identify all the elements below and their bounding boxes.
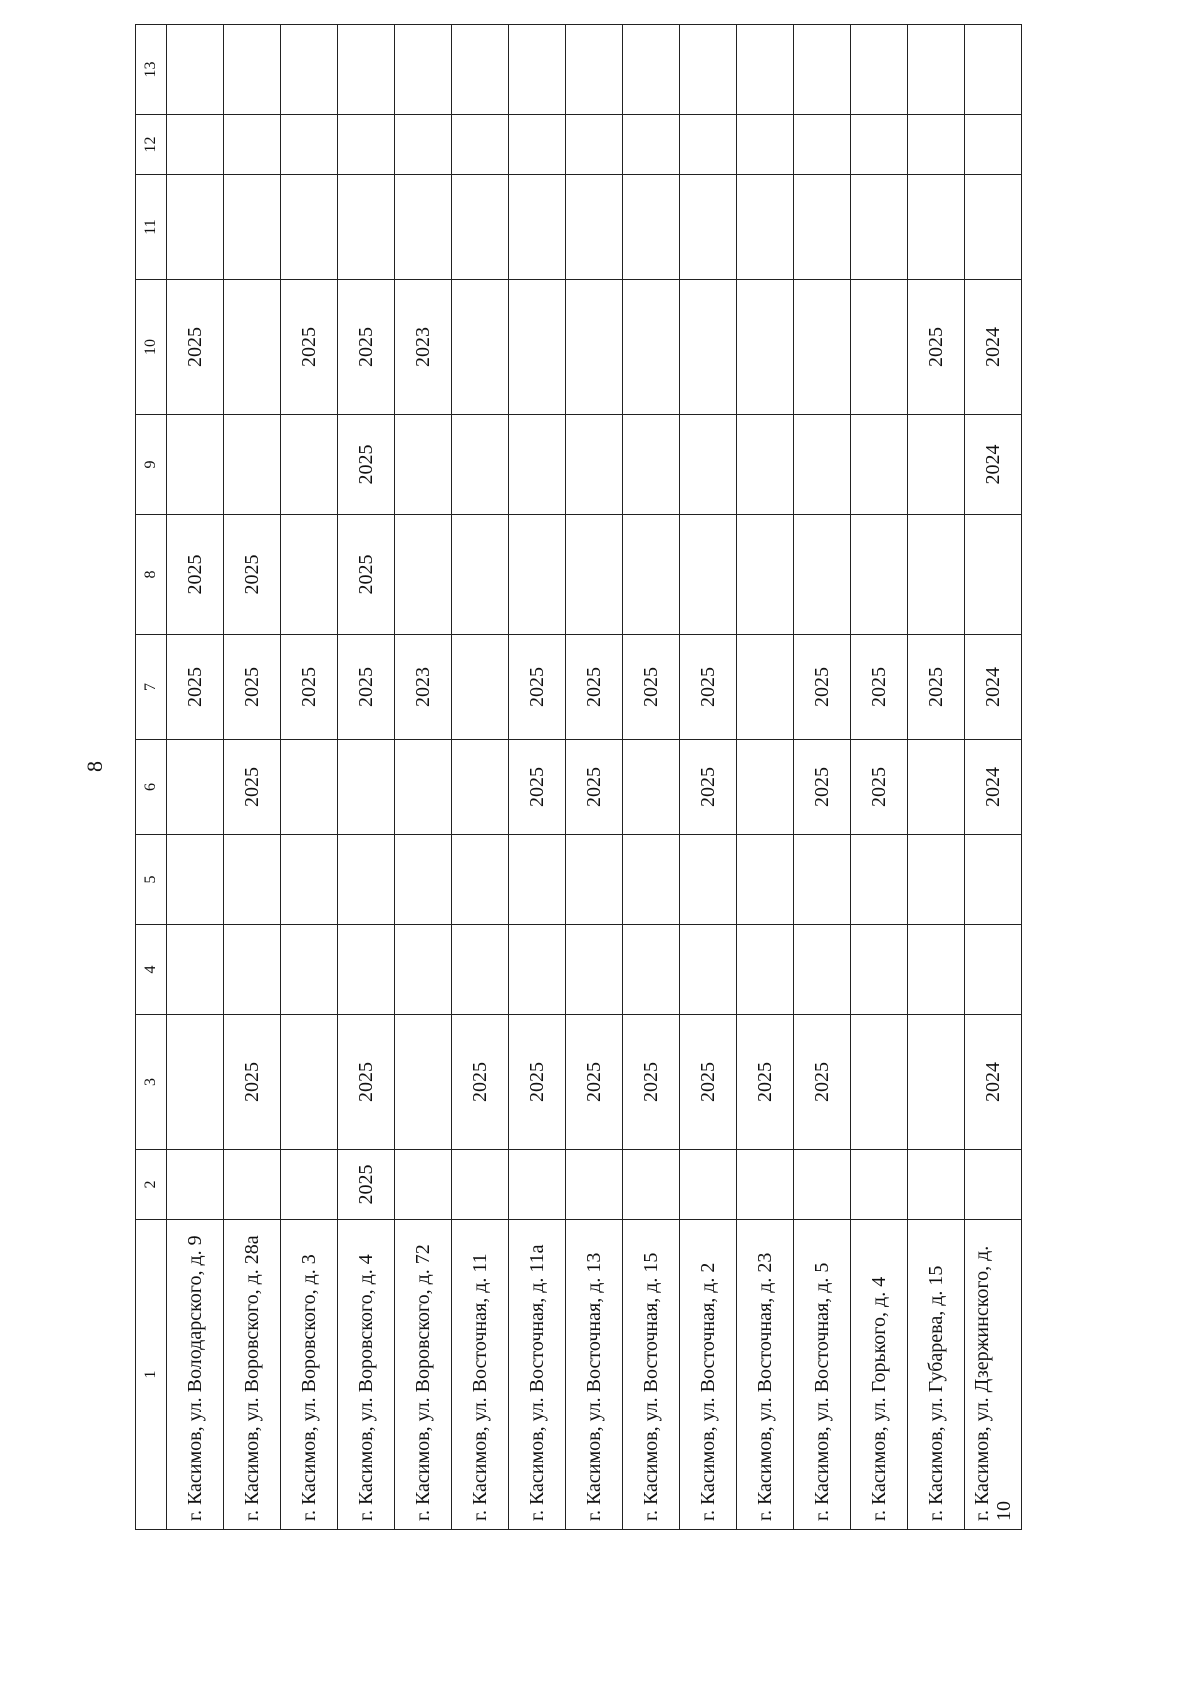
year-cell	[281, 740, 338, 835]
year-cell	[908, 1150, 965, 1220]
year-cell	[851, 25, 908, 115]
year-cell	[566, 280, 623, 415]
year-cell	[794, 835, 851, 925]
year-cell	[452, 1150, 509, 1220]
address-cell: г. Касимов, ул. Володарского, д. 9	[167, 1220, 224, 1530]
year-cell: 2025	[794, 1015, 851, 1150]
year-cell	[224, 835, 281, 925]
year-cell	[623, 515, 680, 635]
year-cell	[395, 740, 452, 835]
year-cell	[566, 925, 623, 1015]
year-cell: 2025	[680, 1015, 737, 1150]
year-cell: 2025	[908, 635, 965, 740]
year-cell	[680, 25, 737, 115]
year-cell: 2024	[965, 415, 1022, 515]
year-cell	[167, 740, 224, 835]
table-row	[908, 25, 965, 1530]
year-cell	[452, 835, 509, 925]
page-number: 8	[82, 761, 107, 772]
year-cell	[452, 515, 509, 635]
year-cell	[224, 925, 281, 1015]
year-cell	[737, 175, 794, 280]
year-cell: 2025	[338, 635, 395, 740]
year-cell	[680, 515, 737, 635]
year-cell	[965, 175, 1022, 280]
year-cell: 2025	[908, 280, 965, 415]
rotated-table-wrapper	[135, 61, 1047, 1530]
table-row	[167, 25, 224, 1530]
year-cell	[680, 115, 737, 175]
year-cell	[737, 280, 794, 415]
year-cell	[794, 25, 851, 115]
year-cell	[509, 415, 566, 515]
year-cell	[395, 925, 452, 1015]
year-cell: 2025	[224, 1015, 281, 1150]
column-number-11: 11	[136, 175, 167, 280]
table-row	[395, 25, 452, 1530]
year-cell: 2025	[509, 1015, 566, 1150]
year-cell: 2025	[338, 515, 395, 635]
table-row	[851, 25, 908, 1530]
address-cell: г. Касимов, ул. Восточная, д. 2	[680, 1220, 737, 1530]
schedule-table	[135, 24, 1022, 1530]
year-cell	[395, 515, 452, 635]
table-row	[224, 25, 281, 1530]
year-cell	[281, 1015, 338, 1150]
address-cell: г. Касимов, ул. Восточная, д. 11	[452, 1220, 509, 1530]
year-cell	[623, 835, 680, 925]
year-cell: 2025	[224, 635, 281, 740]
year-cell: 2025	[224, 740, 281, 835]
year-cell	[395, 1015, 452, 1150]
address-cell: г. Касимов, ул. Дзержинского, д. 10	[965, 1220, 1022, 1530]
year-cell	[338, 740, 395, 835]
year-cell	[965, 515, 1022, 635]
column-number-5: 5	[136, 835, 167, 925]
year-cell	[623, 280, 680, 415]
year-cell	[908, 1015, 965, 1150]
year-cell: 2025	[338, 415, 395, 515]
year-cell	[167, 1015, 224, 1150]
column-number-6: 6	[136, 740, 167, 835]
table-row	[452, 25, 509, 1530]
year-cell	[395, 835, 452, 925]
year-cell: 2025	[623, 1015, 680, 1150]
year-cell	[395, 415, 452, 515]
year-cell	[623, 175, 680, 280]
year-cell	[965, 25, 1022, 115]
year-cell	[224, 415, 281, 515]
year-cell	[851, 415, 908, 515]
year-cell: 2025	[167, 515, 224, 635]
year-cell	[281, 1150, 338, 1220]
year-cell	[566, 415, 623, 515]
year-cell	[281, 175, 338, 280]
year-cell	[680, 925, 737, 1015]
year-cell	[509, 925, 566, 1015]
year-cell: 2025	[167, 280, 224, 415]
year-cell	[794, 415, 851, 515]
year-cell	[737, 635, 794, 740]
year-cell: 2025	[851, 740, 908, 835]
year-cell	[566, 175, 623, 280]
year-cell	[851, 280, 908, 415]
year-cell	[224, 280, 281, 415]
year-cell: 2025	[224, 515, 281, 635]
year-cell	[908, 175, 965, 280]
year-cell	[794, 1150, 851, 1220]
year-cell	[908, 740, 965, 835]
year-cell	[851, 115, 908, 175]
column-number-8: 8	[136, 515, 167, 635]
address-cell: г. Касимов, ул. Восточная, д. 5	[794, 1220, 851, 1530]
year-cell	[680, 1150, 737, 1220]
year-cell	[965, 925, 1022, 1015]
year-cell	[167, 1150, 224, 1220]
year-cell	[167, 415, 224, 515]
year-cell	[224, 1150, 281, 1220]
year-cell	[167, 175, 224, 280]
year-cell: 2025	[338, 1015, 395, 1150]
year-cell	[566, 1150, 623, 1220]
year-cell	[908, 25, 965, 115]
table-row	[680, 25, 737, 1530]
column-number-3: 3	[136, 1015, 167, 1150]
year-cell: 2025	[509, 740, 566, 835]
year-cell	[566, 515, 623, 635]
year-cell	[965, 115, 1022, 175]
year-cell	[851, 515, 908, 635]
year-cell: 2025	[452, 1015, 509, 1150]
table-header-row	[136, 25, 167, 1530]
table-row	[509, 25, 566, 1530]
year-cell: 2023	[395, 280, 452, 415]
year-cell	[452, 25, 509, 115]
table-row	[737, 25, 794, 1530]
column-number-4: 4	[136, 925, 167, 1015]
year-cell: 2024	[965, 635, 1022, 740]
address-cell: г. Касимов, ул. Горького, д. 4	[851, 1220, 908, 1530]
year-cell: 2025	[566, 1015, 623, 1150]
year-cell	[908, 115, 965, 175]
address-cell: г. Касимов, ул. Воровского, д. 72	[395, 1220, 452, 1530]
year-cell	[224, 115, 281, 175]
year-cell: 2025	[737, 1015, 794, 1150]
year-cell	[851, 1150, 908, 1220]
year-cell	[566, 25, 623, 115]
year-cell	[452, 280, 509, 415]
year-cell	[680, 175, 737, 280]
year-cell	[680, 280, 737, 415]
column-number-10: 10	[136, 280, 167, 415]
year-cell	[338, 835, 395, 925]
year-cell	[509, 835, 566, 925]
column-number-1: 1	[136, 1220, 167, 1530]
year-cell	[794, 280, 851, 415]
year-cell	[395, 115, 452, 175]
year-cell	[851, 835, 908, 925]
address-cell: г. Касимов, ул. Восточная, д. 11а	[509, 1220, 566, 1530]
address-cell: г. Касимов, ул. Губарева, д. 15	[908, 1220, 965, 1530]
year-cell	[566, 835, 623, 925]
table-row	[623, 25, 680, 1530]
year-cell	[737, 925, 794, 1015]
year-cell	[794, 115, 851, 175]
year-cell	[623, 25, 680, 115]
year-cell	[338, 115, 395, 175]
year-cell	[737, 25, 794, 115]
year-cell: 2025	[338, 280, 395, 415]
year-cell	[794, 515, 851, 635]
year-cell	[281, 835, 338, 925]
year-cell	[509, 280, 566, 415]
column-number-13: 13	[136, 25, 167, 115]
year-cell	[737, 1150, 794, 1220]
year-cell	[737, 415, 794, 515]
year-cell	[737, 740, 794, 835]
year-cell	[623, 115, 680, 175]
address-cell: г. Касимов, ул. Воровского, д. 3	[281, 1220, 338, 1530]
year-cell	[509, 515, 566, 635]
address-cell: г. Касимов, ул. Восточная, д. 23	[737, 1220, 794, 1530]
address-cell: г. Касимов, ул. Восточная, д. 13	[566, 1220, 623, 1530]
year-cell: 2025	[851, 635, 908, 740]
table-row	[281, 25, 338, 1530]
year-cell	[452, 925, 509, 1015]
year-cell	[509, 1150, 566, 1220]
year-cell	[395, 1150, 452, 1220]
column-number-9: 9	[136, 415, 167, 515]
year-cell	[281, 25, 338, 115]
address-cell: г. Касимов, ул. Воровского, д. 28а	[224, 1220, 281, 1530]
year-cell	[965, 1150, 1022, 1220]
year-cell	[737, 115, 794, 175]
year-cell	[509, 175, 566, 280]
year-cell: 2025	[566, 635, 623, 740]
year-cell	[167, 25, 224, 115]
year-cell	[623, 415, 680, 515]
address-cell: г. Касимов, ул. Восточная, д. 15	[623, 1220, 680, 1530]
year-cell	[224, 175, 281, 280]
year-cell	[680, 415, 737, 515]
year-cell: 2025	[794, 635, 851, 740]
column-number-7: 7	[136, 635, 167, 740]
year-cell	[908, 925, 965, 1015]
year-cell	[452, 415, 509, 515]
year-cell	[338, 925, 395, 1015]
year-cell	[338, 25, 395, 115]
year-cell: 2024	[965, 740, 1022, 835]
column-number-12: 12	[136, 115, 167, 175]
year-cell	[566, 115, 623, 175]
year-cell	[509, 25, 566, 115]
year-cell	[281, 515, 338, 635]
year-cell	[281, 415, 338, 515]
year-cell	[737, 515, 794, 635]
year-cell	[167, 835, 224, 925]
year-cell	[281, 925, 338, 1015]
year-cell	[452, 740, 509, 835]
year-cell	[623, 925, 680, 1015]
year-cell	[851, 1015, 908, 1150]
table-row	[965, 25, 1022, 1530]
year-cell	[794, 175, 851, 280]
year-cell	[851, 175, 908, 280]
year-cell: 2025	[623, 635, 680, 740]
year-cell: 2025	[338, 1150, 395, 1220]
year-cell: 2025	[281, 280, 338, 415]
year-cell	[623, 1150, 680, 1220]
address-cell: г. Касимов, ул. Воровского, д. 4	[338, 1220, 395, 1530]
year-cell: 2025	[566, 740, 623, 835]
year-cell	[452, 115, 509, 175]
table-row	[794, 25, 851, 1530]
year-cell	[395, 175, 452, 280]
year-cell: 2025	[794, 740, 851, 835]
year-cell	[281, 115, 338, 175]
year-cell	[908, 515, 965, 635]
year-cell	[680, 835, 737, 925]
year-cell: 2025	[167, 635, 224, 740]
year-cell	[794, 925, 851, 1015]
year-cell	[908, 415, 965, 515]
column-number-2: 2	[136, 1150, 167, 1220]
year-cell: 2025	[281, 635, 338, 740]
year-cell	[965, 835, 1022, 925]
year-cell	[167, 115, 224, 175]
year-cell	[509, 115, 566, 175]
year-cell: 2025	[509, 635, 566, 740]
year-cell: 2024	[965, 1015, 1022, 1150]
year-cell: 2025	[680, 635, 737, 740]
year-cell	[452, 175, 509, 280]
table-row	[338, 25, 395, 1530]
year-cell	[623, 740, 680, 835]
table-row	[566, 25, 623, 1530]
year-cell	[395, 25, 452, 115]
year-cell	[851, 925, 908, 1015]
year-cell	[338, 175, 395, 280]
year-cell: 2024	[965, 280, 1022, 415]
year-cell	[908, 835, 965, 925]
year-cell	[224, 25, 281, 115]
year-cell	[452, 635, 509, 740]
year-cell	[167, 925, 224, 1015]
year-cell: 2023	[395, 635, 452, 740]
year-cell	[737, 835, 794, 925]
year-cell: 2025	[680, 740, 737, 835]
